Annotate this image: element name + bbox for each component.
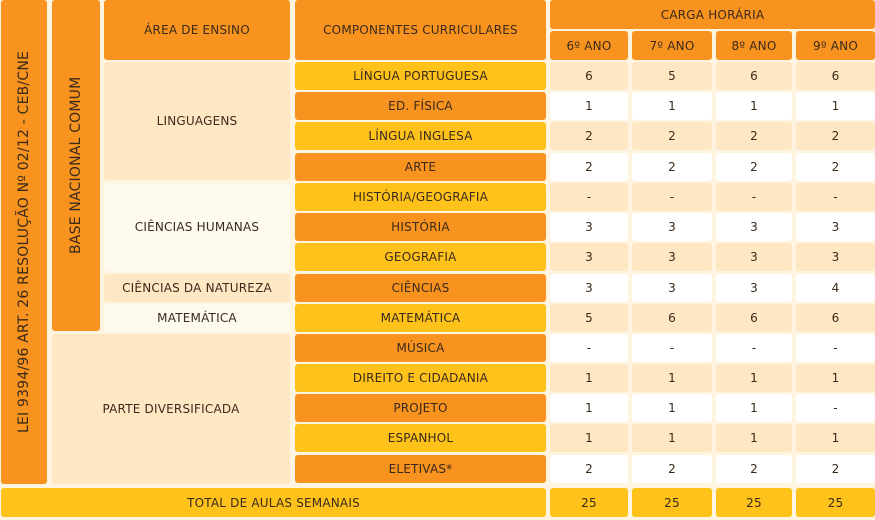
component-cell: HISTÓRIA/GEOGRAFIA	[295, 183, 546, 211]
workload-cell: -	[796, 334, 875, 362]
workload-cell: 3	[796, 213, 875, 241]
workload-cell: 3	[632, 274, 712, 302]
total-value: 25	[796, 488, 875, 517]
component-cell: ARTE	[295, 153, 546, 181]
component-cell: ESPANHOL	[295, 424, 546, 452]
year-header: 8º ANO	[716, 31, 792, 60]
workload-cell: 5	[632, 62, 712, 90]
year-header: 6º ANO	[550, 31, 628, 60]
workload-cell: 2	[796, 455, 875, 483]
workload-cell: 2	[632, 455, 712, 483]
area-header: ÁREA DE ENSINO	[104, 0, 290, 60]
workload-cell: 3	[716, 213, 792, 241]
workload-cell: 3	[550, 243, 628, 271]
workload-cell: 2	[550, 455, 628, 483]
workload-cell: 1	[632, 424, 712, 452]
workload-cell: 2	[550, 122, 628, 150]
workload-cell: -	[796, 183, 875, 211]
workload-cell: -	[550, 334, 628, 362]
workload-cell: 1	[632, 92, 712, 120]
workload-cell: -	[632, 334, 712, 362]
workload-cell: 5	[550, 304, 628, 332]
workload-cell: 2	[632, 122, 712, 150]
components-header: COMPONENTES CURRICULARES	[295, 0, 546, 60]
workload-cell: 6	[796, 62, 875, 90]
workload-cell: 1	[796, 424, 875, 452]
workload-cell: 1	[716, 92, 792, 120]
workload-cell: 6	[632, 304, 712, 332]
workload-cell: -	[796, 394, 875, 422]
component-cell: PROJETO	[295, 394, 546, 422]
year-header: 9º ANO	[796, 31, 875, 60]
workload-cell: 4	[796, 274, 875, 302]
component-cell: DIREITO E CIDADANIA	[295, 364, 546, 392]
workload-cell: 2	[716, 455, 792, 483]
workload-cell: 2	[632, 153, 712, 181]
workload-cell: 3	[632, 243, 712, 271]
workload-cell: 3	[550, 274, 628, 302]
area-parte-diversificada: PARTE DIVERSIFICADA	[52, 334, 290, 484]
workload-cell: 1	[550, 394, 628, 422]
component-cell: ED. FÍSICA	[295, 92, 546, 120]
workload-cell: 2	[716, 153, 792, 181]
workload-cell: 1	[796, 364, 875, 392]
workload-header: CARGA HORÁRIA	[550, 0, 875, 29]
component-cell: LÍNGUA PORTUGUESA	[295, 62, 546, 90]
total-value: 25	[550, 488, 628, 517]
component-cell: MATEMÁTICA	[295, 304, 546, 332]
base-nacional-comum-label: BASE NACIONAL COMUM	[52, 0, 100, 331]
total-value: 25	[716, 488, 792, 517]
component-cell: LÍNGUA INGLESA	[295, 122, 546, 150]
workload-cell: 2	[796, 122, 875, 150]
workload-cell: -	[716, 334, 792, 362]
component-cell: HISTÓRIA	[295, 213, 546, 241]
workload-cell: 6	[550, 62, 628, 90]
workload-cell: 1	[716, 424, 792, 452]
area-matematica: MATEMÁTICA	[104, 304, 290, 332]
workload-cell: 1	[716, 364, 792, 392]
workload-cell: 1	[796, 92, 875, 120]
year-header: 7º ANO	[632, 31, 712, 60]
workload-cell: 3	[550, 213, 628, 241]
area-ciencias-humanas: CIÊNCIAS HUMANAS	[104, 183, 290, 271]
total-value: 25	[632, 488, 712, 517]
workload-cell: 2	[550, 153, 628, 181]
component-cell: MÚSICA	[295, 334, 546, 362]
workload-cell: -	[716, 183, 792, 211]
component-cell: CIÊNCIAS	[295, 274, 546, 302]
workload-cell: 3	[632, 213, 712, 241]
workload-cell: 6	[796, 304, 875, 332]
workload-cell: 1	[550, 424, 628, 452]
total-label: TOTAL DE AULAS SEMANAIS	[1, 488, 546, 517]
workload-cell: 1	[632, 394, 712, 422]
component-cell: ELETIVAS*	[295, 455, 546, 483]
workload-cell: 1	[716, 394, 792, 422]
area-linguagens: LINGUAGENS	[104, 62, 290, 180]
workload-cell: 3	[716, 274, 792, 302]
workload-cell: 1	[550, 364, 628, 392]
workload-cell: -	[550, 183, 628, 211]
workload-cell: 6	[716, 304, 792, 332]
workload-cell: 2	[796, 153, 875, 181]
workload-cell: 1	[632, 364, 712, 392]
workload-cell: 3	[716, 243, 792, 271]
workload-cell: 3	[796, 243, 875, 271]
component-cell: GEOGRAFIA	[295, 243, 546, 271]
workload-cell: 1	[550, 92, 628, 120]
legal-reference-label: LEI 9394/96 ART. 26 RESOLUÇÃO Nº 02/12 - CEB/CNE	[1, 0, 47, 484]
area-ciencias-natureza: CIÊNCIAS DA NATUREZA	[104, 274, 290, 302]
workload-cell: -	[632, 183, 712, 211]
workload-cell: 6	[716, 62, 792, 90]
workload-cell: 2	[716, 122, 792, 150]
